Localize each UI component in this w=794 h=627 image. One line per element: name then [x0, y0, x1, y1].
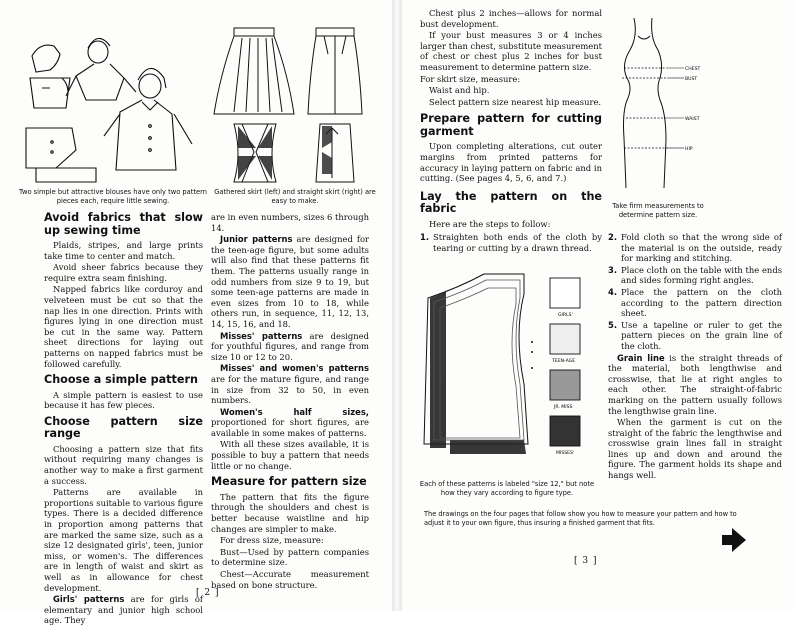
- step-1-text: Straighten both ends of the cloth by tearing or cutting by a drawn thread.: [433, 232, 602, 253]
- paragraph: A simple pattern is easiest to use because it has few pieces.: [44, 389, 203, 411]
- step-5-text: Use a tapeline or ruler to get the pattern pieces on the grain line of the cloth.: [621, 319, 782, 351]
- step-3-text: Place cloth on the table with the ends and sides forming right angles.: [621, 264, 782, 286]
- page-number-right: [ 3 ]: [574, 556, 598, 566]
- paragraph-misses: [211, 331, 369, 363]
- paragraph: For skirt size, measure:: [420, 73, 521, 84]
- paragraph: When the garment is cut on the straight of the fabric the lengthwise and crosswise grain lines fall in straight lines up and down and around the figure. The garment holds its shape and hangs well.: [608, 417, 782, 481]
- junior-text: are designed for the teen-age figure, but some adults will also find that these patterns fit them. The patterns usually range in odd numbers from size 9 to 19, but some teen-age patterns are made in even sizes from 10 to 18, while others run, in sequence, 11, 12, 13, 14, 15, 16, and 18.: [211, 234, 370, 329]
- keyword-junior-patterns: Junior patterns: [220, 234, 293, 245]
- right-column-1-top: [420, 8, 602, 255]
- paragraph: Chest—Accurate measurement based on bone structure.: [211, 568, 369, 590]
- label-misses: MISSES': [556, 451, 575, 456]
- arrow-right-icon: [732, 528, 746, 552]
- label-teen-age: TEEN-AGE: [552, 359, 576, 364]
- heading-measure-pattern-size: Measure for pattern size: [211, 475, 367, 489]
- label-girls: GIRLS': [558, 313, 573, 318]
- paragraph: Here are the steps to follow:: [429, 218, 551, 229]
- paragraph: are in even numbers, sizes 6 through 14.: [211, 212, 369, 233]
- paragraph: For dress size, measure:: [220, 535, 324, 546]
- paragraph: Select pattern size nearest hip measure.: [429, 96, 602, 107]
- heading-pattern-size-range: Choose pattern size range: [44, 414, 203, 441]
- keyword-grain-line: Grain line: [617, 352, 665, 363]
- measurement-caption: Take firm measurements to determine pattern size.: [612, 202, 704, 219]
- pattern-comparison-caption: Each of these patterns is labeled "size 12," but note how they vary according to figure type.: [419, 480, 595, 497]
- paragraph: The pattern that fits the figure through the shoulders and chest is better because waistline and hip changes are simpler to make.: [211, 491, 369, 534]
- paragraph: Patterns are available in proportions suitable to various figure types. There is a decided difference in proportion among patterns that are marked the same size, such as a size 12 designated girls', teen, junior miss, or women's. The differences are in length of waist and skirt as well as in allowance for chest development.: [44, 487, 203, 593]
- step-2: [608, 232, 782, 264]
- misses-women-text: are for the mature figure, and range in size from 32 to 50, in even numbers.: [211, 373, 369, 406]
- label-waist: WAIST: [685, 117, 700, 122]
- left-column-1: [44, 212, 203, 627]
- paragraph-junior: [211, 234, 369, 329]
- keyword-misses-patterns: Misses' patterns: [220, 330, 303, 341]
- skirts-illustration: [212, 22, 372, 186]
- heading-lay-pattern: Lay the pattern on the fabric: [420, 189, 602, 216]
- women-half-text: proportioned for short figures, are available in some makes of patterns.: [211, 417, 369, 438]
- bottom-caption: The drawings on the four pages that follow show you how to measure your pattern and how to adjust it to your own figure, thus insuring a finished garment that fits.: [424, 510, 737, 527]
- heading-avoid-fabrics: Avoid fabrics that slow up sewing time: [44, 211, 203, 237]
- step-4-number: 4.: [608, 286, 618, 297]
- blouses-caption: Two simple but attractive blouses have only two pattern pieces each, require little sewing.: [19, 188, 207, 205]
- paragraph: If your bust measures 3 or 4 inches larger than chest, substitute measurement of chest or chest plus 2 inches for bust measurement to determine pattern size.: [420, 30, 602, 72]
- label-bust: BUST: [685, 77, 698, 82]
- step-2-number: 2.: [608, 232, 618, 242]
- keyword-women-half-sizes: Women's half sizes,: [220, 406, 369, 417]
- paragraph-grain-line: [608, 353, 782, 417]
- left-page: [0, 0, 392, 626]
- paragraph-women-half: [211, 407, 369, 439]
- label-chest: CHEST: [685, 67, 701, 72]
- measurement-figure: [608, 14, 708, 190]
- label-hip: HIP: [685, 147, 693, 152]
- heading-choose-simple-pattern: Choose a simple pattern: [44, 373, 198, 387]
- step-1-number: 1.: [420, 232, 430, 243]
- paragraph: Chest plus 2 inches—allows for normal bust development.: [420, 8, 602, 29]
- step-2-text: Fold cloth so that the wrong side of the material is on the outside, ready for marking and stitching.: [621, 232, 782, 264]
- paragraph: Napped fabrics like corduroy and velveteen must be cut so that the nap lies in one direction. Prints with figures lying in one direction must be cut in the same way. Pattern sheet directions for laying out patterns on napped fabrics must be followed carefully.: [44, 284, 203, 369]
- blouses-illustration: [22, 18, 202, 186]
- step-3: [608, 265, 782, 286]
- keyword-girls-patterns: Girls' patterns: [53, 594, 125, 605]
- paragraph-misses-women: [211, 363, 369, 405]
- paragraph: Avoid sheer fabrics because they require extra seam finishing.: [44, 262, 203, 283]
- misses-text: are designed for youthful figures, and range from size 10 or 12 to 20.: [211, 330, 369, 362]
- step-5: [608, 320, 782, 352]
- paragraph: Choosing a pattern size that fits without requiring many changes is another way to make a first garment a success.: [44, 443, 203, 486]
- right-column-2: [608, 232, 782, 482]
- step-4-text: Place the pattern on the cloth according to the pattern direction sheet.: [621, 286, 782, 319]
- paragraph: Bust—Used by pattern companies to determine size.: [211, 546, 369, 568]
- paragraph: Upon completing alterations, cut outer margins from printed patterns for accuracy in laying pattern on fabric and in cutting. (See pages 4, 5, 6, and 7.): [420, 141, 602, 184]
- pattern-size-comparison-figure: [420, 272, 594, 478]
- book-gutter: [392, 0, 402, 611]
- heading-prepare-pattern: Prepare pattern for cutting garment: [420, 112, 602, 138]
- right-page: [402, 0, 794, 611]
- paragraph: Waist and hip.: [429, 85, 490, 96]
- girls-text: are for girls of elementary and junior high school age. They: [44, 594, 203, 626]
- page-number-left: [ 2 ]: [196, 588, 220, 598]
- left-column-2: [211, 212, 369, 591]
- step-4: [608, 287, 782, 319]
- grain-line-text: is the straight threads of the material, both lengthwise and crosswise, that lie at right angles to each other. The straight-of-fabric marking on the pattern usually follows the lengthwise grain line.: [608, 352, 782, 416]
- step-5-number: 5.: [608, 319, 618, 330]
- skirts-caption: Gathered skirt (left) and straight skirt (right) are easy to make.: [214, 188, 376, 205]
- step-3-number: 3.: [608, 264, 618, 275]
- paragraph: Plaids, stripes, and large prints take time to center and match.: [44, 240, 203, 261]
- paragraph-girls: [44, 594, 203, 626]
- paragraph: With all these sizes available, it is possible to buy a pattern that needs little or no change.: [211, 439, 369, 471]
- keyword-misses-women-patterns: Misses' and women's patterns: [220, 363, 369, 374]
- step-1: [420, 232, 602, 253]
- label-jr-miss: JR. MISS: [554, 405, 573, 410]
